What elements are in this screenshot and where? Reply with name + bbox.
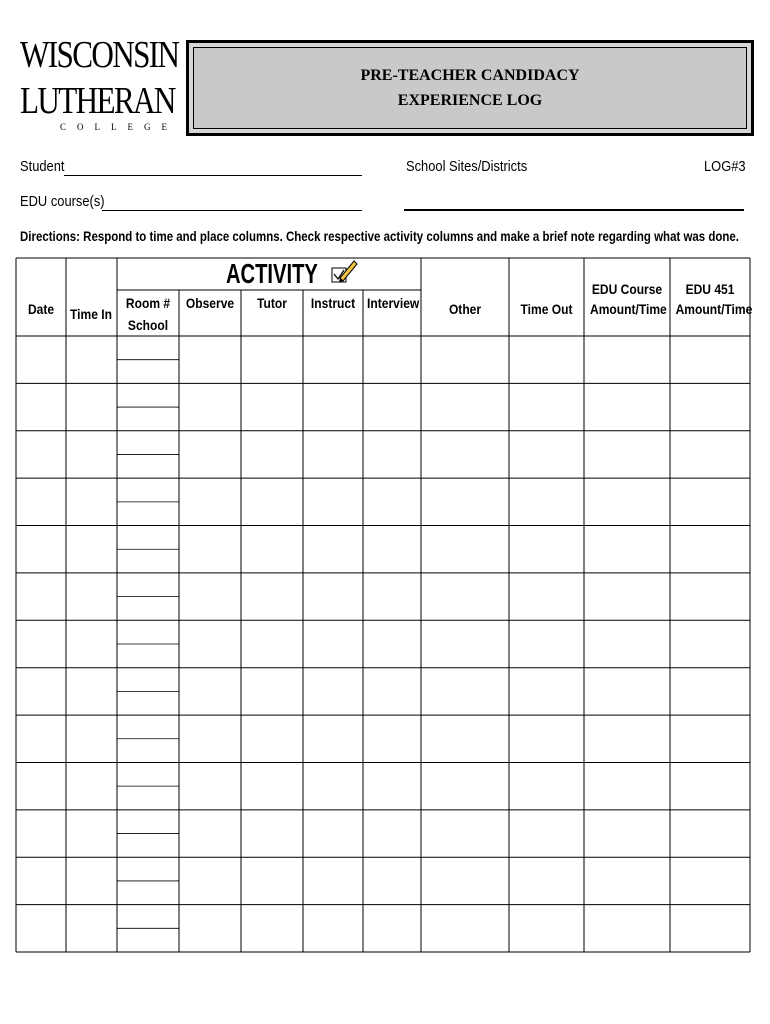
school-sites-label: School Sites/Districts	[406, 158, 528, 175]
col-room: Room #	[125, 295, 171, 311]
col-observe: Observe	[185, 295, 235, 311]
table-row[interactable]	[16, 383, 750, 430]
logo-line-wisconsin: WISCONSIN	[20, 34, 179, 76]
directions-text: Directions: Respond to time and place columns. Check respective activity columns and make a brief note regarding what was done.	[20, 228, 739, 244]
student-label: Student	[20, 158, 65, 175]
table-row[interactable]	[16, 905, 750, 952]
col-interview: Interview	[367, 295, 420, 311]
edu-courses-label: EDU course(s)	[20, 193, 105, 210]
col-date: Date	[27, 301, 55, 317]
table-row[interactable]	[16, 715, 750, 762]
col-tutor: Tutor	[257, 295, 287, 311]
col-instruct: Instruct	[310, 295, 356, 311]
logo-line-lutheran: LUTHERAN	[20, 80, 175, 122]
logo-line-college: COLLEGE	[60, 122, 178, 132]
activity-heading: ACTIVITY	[226, 258, 318, 289]
table-row[interactable]	[16, 857, 750, 904]
title-line-2: EXPERIENCE LOG	[397, 92, 543, 109]
table-row[interactable]	[16, 668, 750, 715]
col-edu451: EDU 451	[685, 281, 735, 297]
table-row[interactable]	[16, 336, 750, 383]
table-row[interactable]	[16, 526, 750, 573]
table-row[interactable]	[16, 810, 750, 857]
col-edu451-amount: Amount/Time	[675, 301, 753, 317]
table-row[interactable]	[16, 573, 750, 620]
col-time-out: Time Out	[520, 301, 573, 317]
checkbox-pencil-icon	[330, 258, 358, 288]
col-time-in: Time In	[70, 306, 112, 322]
table-row[interactable]	[16, 431, 750, 478]
table-row[interactable]	[16, 478, 750, 525]
log-number: LOG#3	[704, 158, 746, 175]
table-row[interactable]	[16, 762, 750, 809]
col-edu-course-amount: Amount/Time	[590, 301, 667, 317]
table-row[interactable]	[16, 620, 750, 667]
col-edu-course: EDU Course	[591, 281, 663, 297]
title-line-1: PRE-TEACHER CANDIDACY	[360, 67, 580, 84]
col-other: Other	[448, 301, 482, 317]
col-school: School	[127, 317, 169, 333]
